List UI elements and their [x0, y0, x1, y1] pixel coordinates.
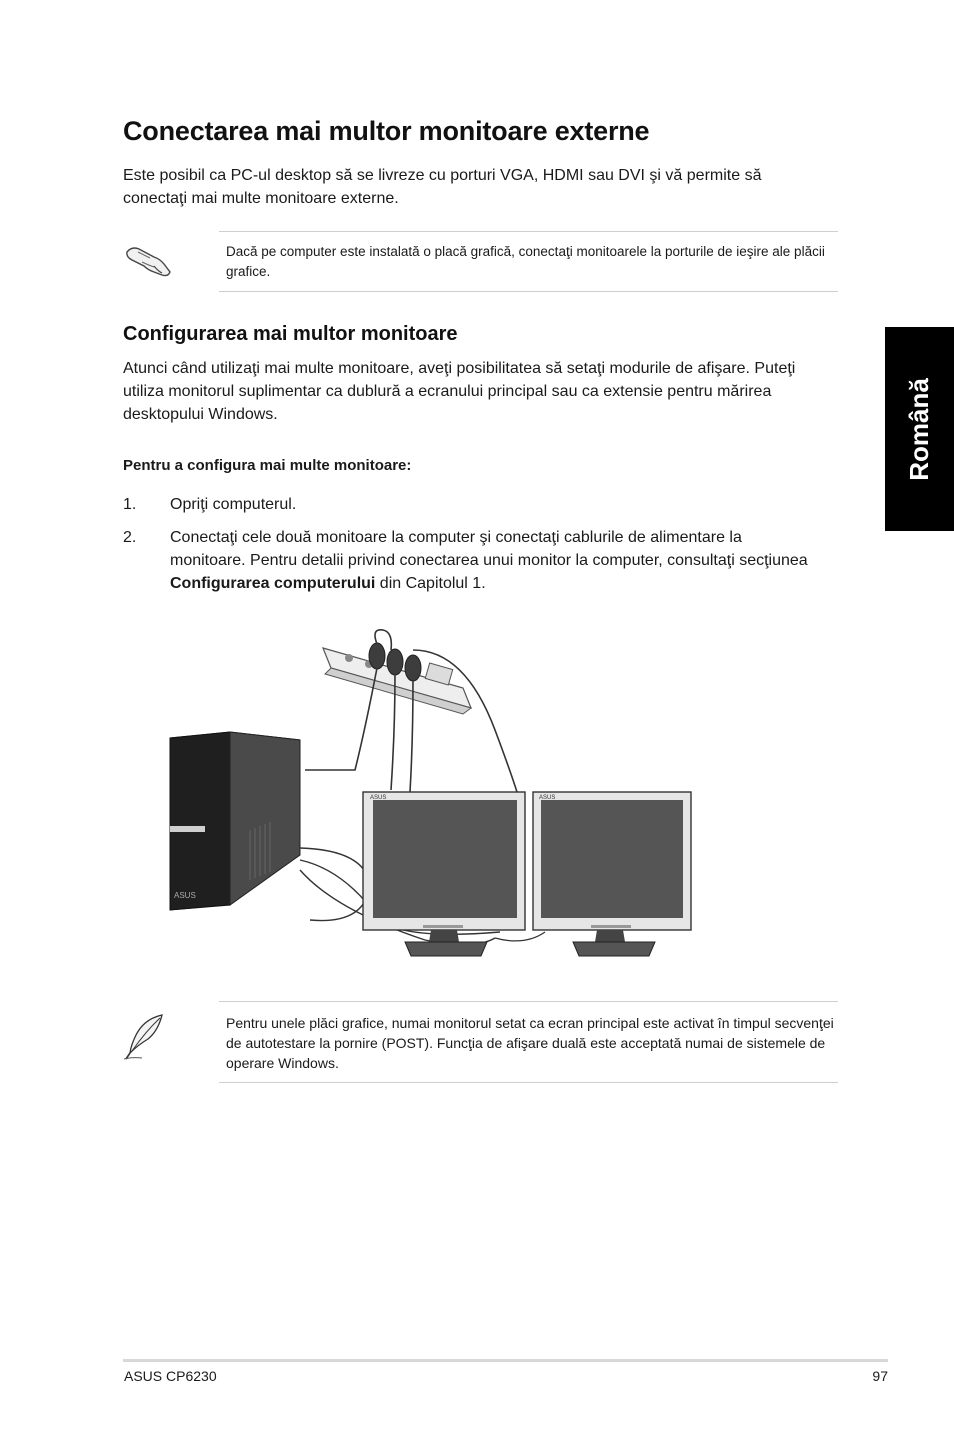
svg-text:ASUS: ASUS — [370, 795, 387, 801]
language-label: Română — [904, 377, 935, 481]
note-text: Dacă pe computer este instalată o placă grafică, conectaţi monitoarele la porturile de ieşire ale plăcii grafice. — [226, 244, 825, 279]
monitor-right — [533, 792, 691, 956]
footer-divider — [123, 1359, 888, 1362]
step-number: 1. — [123, 496, 137, 513]
svg-text:ASUS: ASUS — [539, 795, 556, 801]
monitor-left — [363, 792, 525, 956]
dual-monitor-illustration — [165, 620, 700, 965]
note-box-graphics-card — [219, 231, 838, 292]
language-side-tab — [885, 327, 954, 531]
section-heading: Configurarea mai multor monitoare — [123, 323, 458, 345]
hand-pointer-icon — [124, 240, 172, 280]
step-number: 2. — [123, 529, 137, 546]
feather-pen-icon — [122, 1013, 166, 1061]
page-title: Conectarea mai multor monitoare externe — [123, 116, 650, 146]
note-text: Pentru unele plăci grafice, numai monitorul setat ca ecran principal este activat în timpul secvenţei de autotestare la pornire (POST). Funcţia de afişare duală este acceptată numai de sistemele de operare Windows. — [226, 1015, 834, 1071]
note-box-post — [219, 1001, 838, 1083]
step-text: Opriţi computerul. — [170, 496, 297, 513]
step-text: Conectaţi cele două monitoare la computer şi conectaţi cablurile de alimentare la monitoare. Pentru detalii privind conectarea unui monitor la computer, consultaţi secţiunea Configurarea computerului din Capitolul 1. — [170, 529, 808, 592]
section-paragraph: Atunci când utilizaţi mai multe monitoare, aveţi posibilitatea să setaţi modurile de afişare. Puteţi utiliza monitorul suplimentar ca dublură a ecranului principal sau ca extensie pentru mărirea desktopului Windows. — [123, 360, 796, 423]
intro-paragraph: Este posibil ca PC-ul desktop să se livreze cu porturi VGA, HDMI sau DVI şi vă permite să conectaţi mai multe monitoare externe. — [123, 167, 762, 207]
desktop-tower — [170, 732, 300, 910]
procedure-label: Pentru a configura mai multe monitoare: — [123, 457, 412, 474]
svg-text:ASUS: ASUS — [174, 891, 196, 900]
chapter-reference: Configurarea computerului — [170, 575, 376, 592]
footer-model: ASUS CP6230 — [124, 1368, 217, 1384]
page-number: 97 — [872, 1368, 888, 1384]
